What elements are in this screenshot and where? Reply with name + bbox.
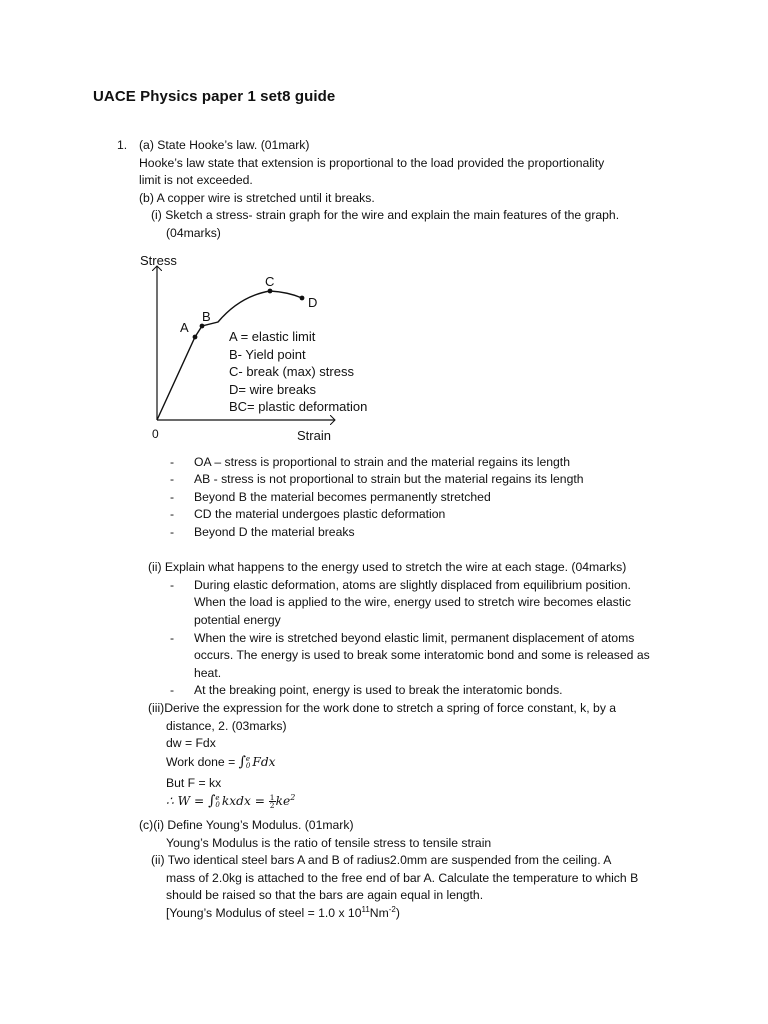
question-1c-ii-line-3: should be raised so that the bars are again equal in length. bbox=[166, 888, 484, 902]
bullet-marker: - bbox=[170, 683, 175, 697]
graph-key-3: C- break (max) stress bbox=[229, 364, 354, 379]
graph-key-5: BC= plastic deformation bbox=[229, 399, 368, 414]
energy-text: When the load is applied to the wire, energy used to stretch wire becomes elastic bbox=[194, 595, 631, 609]
derivation-step: But F = kx bbox=[166, 776, 222, 790]
x-axis-label: Strain bbox=[297, 428, 331, 443]
energy-text: At the breaking point, energy is used to break the interatomic bonds. bbox=[194, 683, 563, 697]
question-1b-ii: (ii) Explain what happens to the energy used to stretch the wire at each stage. (04marks) bbox=[148, 560, 627, 574]
energy-text: During elastic deformation, atoms are slightly displaced from equilibrium position. bbox=[194, 578, 631, 592]
answer-1a-line-2: limit is not exceeded. bbox=[139, 173, 253, 187]
question-number: 1. bbox=[117, 138, 128, 152]
question-1b-iii-line-2: distance, 2. (03marks) bbox=[166, 719, 287, 733]
bullet-marker: - bbox=[170, 631, 175, 645]
point-c-marker bbox=[268, 289, 273, 294]
point-a-label: A bbox=[180, 320, 189, 335]
bullet-marker: - bbox=[170, 578, 175, 592]
lower-limit: 0 bbox=[215, 800, 220, 809]
question-1b-i-line-2: (04marks) bbox=[166, 226, 221, 240]
feature-item: OA – stress is proportional to strain and the material regains its length bbox=[194, 455, 570, 469]
origin-label: 0 bbox=[152, 427, 159, 441]
fraction-numerator: 1 bbox=[269, 793, 275, 802]
given-suffix: ) bbox=[395, 906, 400, 920]
work-done-integral bbox=[166, 754, 276, 772]
energy-text: heat. bbox=[194, 666, 222, 680]
question-1c-ii-line-1: (ii) Two identical steel bars A and B of radius2.0mm are suspended from the ceiling. A bbox=[151, 853, 612, 867]
question-1a: (a) State Hooke’s law. (01mark) bbox=[139, 138, 310, 152]
point-b-marker bbox=[200, 324, 205, 329]
integral-limits bbox=[246, 756, 250, 770]
stress-strain-graph bbox=[130, 248, 400, 448]
question-1c-ii-line-2: mass of 2.0kg is attached to the free end of bar A. Calculate the temperature to which B bbox=[166, 871, 639, 885]
graph-key-2: B- Yield point bbox=[229, 347, 306, 362]
feature-item: Beyond D the material breaks bbox=[194, 525, 355, 539]
energy-text: potential energy bbox=[194, 613, 281, 627]
bullet-marker: - bbox=[170, 525, 175, 539]
given-exponent-1: 11 bbox=[361, 904, 370, 914]
bullet-marker: - bbox=[170, 455, 175, 469]
lower-limit: 0 bbox=[245, 761, 251, 770]
integrand: kxdx bbox=[221, 794, 251, 808]
integrand: Fdx bbox=[252, 755, 276, 769]
result-tail: ke bbox=[275, 794, 291, 808]
integral-sign: ∫ bbox=[238, 754, 246, 770]
answer-1c-i: Young’s Modulus is the ratio of tensile stress to tensile strain bbox=[166, 836, 492, 850]
energy-text: occurs. The energy is used to break some interatomic bond and some is released as bbox=[194, 648, 650, 662]
graph-key-1: A = elastic limit bbox=[229, 329, 316, 344]
equals-sign: = bbox=[250, 794, 269, 808]
bullet-marker: - bbox=[170, 490, 175, 504]
integral-limits bbox=[215, 795, 219, 809]
exponent: 2 bbox=[290, 792, 296, 802]
document-title: UACE Physics paper 1 set8 guide bbox=[93, 88, 336, 105]
graph-key-4: D= wire breaks bbox=[229, 382, 317, 397]
fraction-denominator: 2 bbox=[269, 801, 275, 810]
energy-text: When the wire is stretched beyond elastic limit, permanent displacement of atoms bbox=[194, 631, 635, 645]
given-exponent-2: -2 bbox=[388, 904, 396, 914]
upper-limit: e bbox=[215, 793, 220, 802]
given-prefix: [Young’s Modulus of steel = 1.0 x 10 bbox=[166, 906, 362, 920]
point-c-label: C bbox=[265, 274, 275, 289]
feature-item: Beyond B the material becomes permanently stretched bbox=[194, 490, 491, 504]
integral-sign: ∫ bbox=[208, 793, 216, 809]
work-done-prefix: Work done = bbox=[166, 755, 239, 769]
point-d-label: D bbox=[308, 295, 318, 310]
upper-limit: e bbox=[245, 754, 251, 763]
result-prefix: ∴ W = bbox=[166, 794, 209, 808]
bullet-marker: - bbox=[170, 507, 175, 521]
bullet-marker: - bbox=[170, 472, 175, 486]
answer-1a-line-1: Hooke’s law state that extension is proportional to the load provided the proportionality bbox=[139, 156, 605, 170]
youngs-modulus-given bbox=[166, 905, 400, 923]
point-b-label: B bbox=[202, 309, 211, 324]
question-1b-iii-line-1: (iii)Derive the expression for the work done to stretch a spring of force constant, k, by a bbox=[148, 701, 617, 715]
half-fraction bbox=[269, 794, 276, 809]
work-done-result bbox=[166, 793, 295, 811]
point-d-marker bbox=[300, 296, 305, 301]
derivation-step: dw = Fdx bbox=[166, 736, 216, 750]
feature-item: CD the material undergoes plastic deformation bbox=[194, 507, 446, 521]
question-1c-i: (c)(i) Define Young’s Modulus. (01mark) bbox=[139, 818, 354, 832]
given-unit: Nm bbox=[369, 906, 389, 920]
feature-item: AB - stress is not proportional to strain but the material regains its length bbox=[194, 472, 584, 486]
y-axis-label: Stress bbox=[140, 253, 177, 268]
question-1b: (b) A copper wire is stretched until it breaks. bbox=[139, 191, 375, 205]
question-1b-i-line-1: (i) Sketch a stress- strain graph for the wire and explain the main features of the graph. bbox=[151, 208, 620, 222]
point-a-marker bbox=[193, 335, 198, 340]
